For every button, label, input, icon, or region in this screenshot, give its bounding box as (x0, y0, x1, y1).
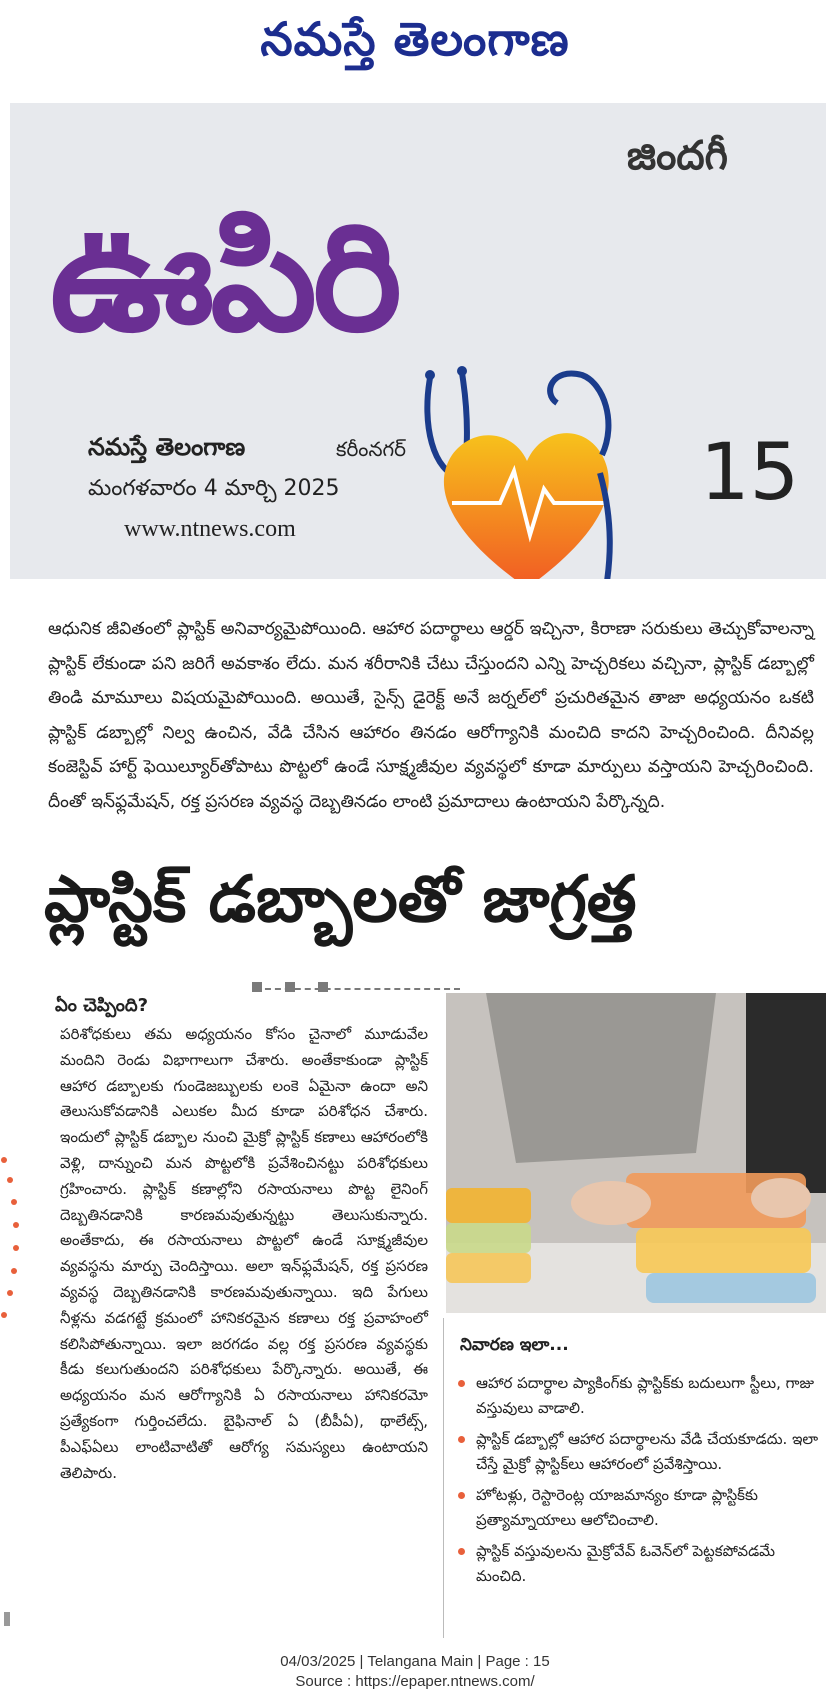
bullet-icon (458, 1436, 465, 1443)
section-banner (10, 103, 826, 579)
divider-block (252, 982, 262, 992)
remedy-item (452, 1427, 824, 1477)
remedy-box (452, 1335, 824, 1595)
bullet-icon (458, 1380, 465, 1387)
remedy-item-text: హోటళ్లు, రెస్టారెంట్ల యాజమాన్యం కూడా ప్లాస్టిక్‌కు ప్రత్యామ్నాయాలు ఆలోచించాలి. (476, 1486, 758, 1529)
plastic-containers-photo (446, 993, 826, 1313)
bullet-icon (458, 1492, 465, 1499)
remedy-item (452, 1371, 824, 1421)
remedy-item (452, 1483, 824, 1533)
footer-edition: 04/03/2025 | Telangana Main | Page : 15 (280, 1653, 550, 1670)
divider-block (285, 982, 295, 992)
paper-date: మంగళవారం 4 మార్చి 2025 (88, 476, 340, 501)
paper-city: కరీంనగర్ (336, 437, 406, 461)
remedy-item-text: ఆహార పదార్థాల ప్యాకింగ్‌కు ప్లాస్టిక్‌కు బదులుగా స్టీలు, గాజు వస్తువులు వాడాలి. (476, 1374, 814, 1417)
footer-source: Source : https://epaper.ntnews.com/ (295, 1673, 535, 1690)
remedy-item (452, 1539, 824, 1589)
intro-paragraph: ఆధునిక జీవితంలో ప్లాస్టిక్ అనివార్యమైపోయింది. ఆహార పదార్థాలు ఆర్డర్ ఇచ్చినా, కిరాణా సరుకులు తెచ్చుకోవాలన్నా ప్లాస్టిక్ లేకుండా పని జరిగే అవకాశం లేదు. మన శరీరానికి చేటు చేస్తుందని ఎన్ని హెచ్చరికలు వచ్చినా, ప్లాస్టిక్ డబ్బాల్లో తిండి మామూలు విషయమైపోయింది. అయితే, సైన్స్ డైరెక్ట్ అనే జర్నల్‌లో ప్రచురితమైన తాజా అధ్యయనం ఒకటి ప్లాస్టిక్ డబ్బాల్లో నిల్వ ఉంచిన, వేడి చేసిన ఆహారం తినడం ఆరోగ్యానికి మంచిది కాదని హెచ్చరించింది. దీనివల్ల కంజెస్టివ్ హార్ట్ ఫెయిల్యూర్‌తోపాటు పొట్టలో ఉండే సూక్ష్మజీవుల వ్యవస్థలో కూడా మార్పులు వస్తాయని హెచ్చరించింది. దీంతో ఇన్‌ఫ్లమేషన్, రక్త ప్రసరణ వ్యవస్థ దెబ్బతినడం లాంటి ప్రమాదాలు ఉంటాయని పేర్కొన్నది. (48, 619, 814, 812)
page-edge-mark (4, 1612, 10, 1626)
remedy-item-text: ప్లాస్టిక్ వస్తువులను మైక్రోవేవ్ ఓవెన్‌లో పెట్టకపోవడమే మంచిది. (476, 1542, 776, 1585)
remedy-item-text: ప్లాస్టిక్ డబ్బాల్లో ఆహార పదార్థాలను వేడి చేయకూడదు. ఇలా చేస్తే మైక్రో ప్లాస్టిక్‌లు ఆహారంలో ప్రవేశిస్తాయి. (476, 1430, 819, 1473)
remedy-heading: నివారణ ఇలా... (460, 1335, 569, 1355)
masthead: నమస్తే తెలంగాణ (260, 12, 570, 66)
paper-name: నమస్తే తెలంగాణ (88, 433, 246, 461)
paper-url: www.ntnews.com (124, 516, 296, 542)
what-said-body: పరిశోధకులు తమ అధ్యయనం కోసం చైనాలో మూడువేల మందిని రెండు విభాగాలుగా చేశారు. అంతేకాకుండా ప్లాస్టిక్ ఆహార డబ్బాలకు గుండెజబ్బులకు లంకె ఏమైనా ఉందా అని తెలుసుకోవడానికి ఎలుకల మీద కూడా పరిశోధన చేశారు. ఇందులో ప్లాస్టిక్ డబ్బాల నుంచి మైక్రో ప్లాస్టిక్ కణాలు ఆహారంలోకి వెళ్లి, దాన్నుంచి మన పొట్టలోకి ప్రవేశించినట్టు పరిశోధకులు గ్రహించారు. ప్లాస్టిక్ కణాల్లోని రసాయనాలు పొట్ట లైనింగ్ దెబ్బతినడానికి కారణమవుతున్నట్టు తెలుసుకున్నారు. అంతేకాదు, ఈ రసాయనాలు పొట్టలో ఉండే సూక్ష్మజీవుల వ్యవస్థను మార్పు చెందిస్తాయి. అలా ఇన్‌ఫ్లమేషన్, రక్త ప్రసరణ వ్యవస్థ దెబ్బతినడానికి కారణమవుతున్నాయి. ఇది పేగులు నీళ్లను వడగట్టే క్రమంలో హానికరమైన కణాలు రక్త ప్రవాహంలో కలిసిపోతున్నాయి. ఇలా జరగడం వల్ల రక్త ప్రసరణ వ్యవస్థకు కీడు కలుగుతుందని పరిశోధకులు పేర్కొన్నారు. అయితే, ఈ అధ్యయనం మన ఆరోగ్యానికి ఏ రసాయనాలు హానికరమో ప్రత్యేకంగా గుర్తించలేదు. బైఫినాల్ ఏ (బీపీఏ), థాలేట్స్, పీఎఫ్‌ఏలు లాంటివాటితో ఆరోగ్య సమస్యలు ఉంటాయని తెలిపారు. (60, 1025, 428, 1482)
section-title: ఊపిరి (50, 191, 398, 365)
divider-block (318, 982, 328, 992)
decorative-dots (0, 1150, 28, 1340)
bullet-icon (458, 1548, 465, 1555)
heart-stethoscope-icon (422, 363, 632, 579)
what-said-heading: ఏం చెప్పింది? (55, 995, 149, 1016)
zindagi-label: జిందగీ (626, 133, 728, 179)
page-footer (0, 1652, 830, 1692)
headline: ప్లాస్టిక్ డబ్బాలతో జాగ్రత్త (44, 863, 637, 937)
column-rule (443, 1318, 444, 1638)
page-number: 15 (700, 428, 800, 518)
remedy-list (452, 1371, 824, 1589)
